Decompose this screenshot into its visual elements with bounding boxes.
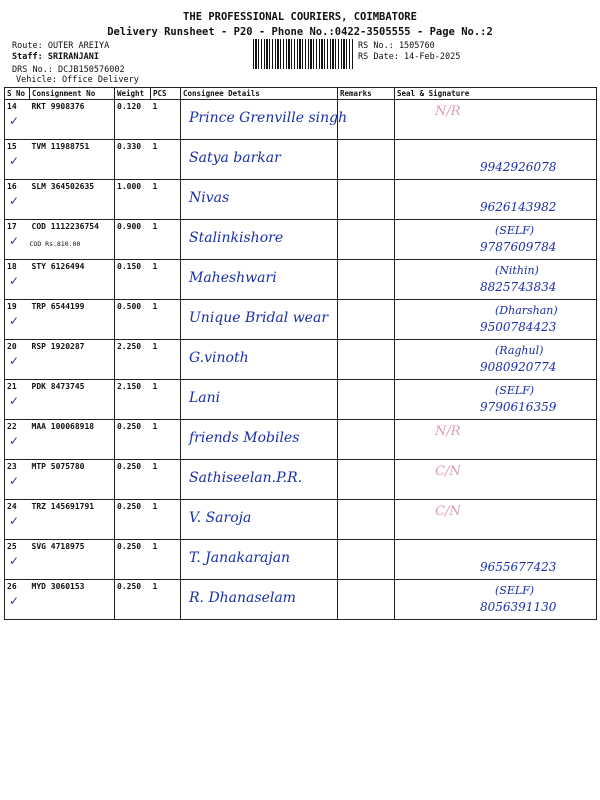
table-row — [5, 420, 597, 460]
consignment-cell-text: TRZ 145691791 — [31, 502, 95, 511]
weight-cell — [115, 500, 151, 540]
sno-cell-text: 18 — [7, 262, 17, 271]
weight-cell-text: 0.500 — [117, 302, 142, 311]
pcs-cell-text: 1 — [152, 542, 158, 551]
consignment-cell-text: MYD 3060153 — [31, 582, 85, 591]
table-row — [5, 500, 597, 540]
consignment-cell-text: TRP 6544199 — [31, 302, 85, 311]
seal-cell — [395, 100, 597, 140]
remarks-cell — [338, 300, 395, 340]
seal-cell — [395, 540, 597, 580]
consignment-cell-text: MTP 5075780 — [31, 462, 85, 471]
weight-cell-text: 0.250 — [117, 422, 142, 431]
weight-cell — [115, 140, 151, 180]
weight-cell-text: 0.900 — [117, 222, 142, 231]
remarks-cell — [338, 580, 395, 620]
consignment-cell — [30, 460, 115, 500]
tick-mark-icon: ✓ — [9, 194, 20, 208]
pcs-cell — [151, 420, 181, 460]
consignment-cell-text: SVG 4718975 — [31, 542, 85, 551]
seal-cell — [395, 300, 597, 340]
sno-cell-text: 21 — [7, 382, 17, 391]
sno-cell — [5, 420, 30, 460]
seal-note: N/R — [435, 104, 461, 119]
consignment-cell — [30, 300, 115, 340]
pcs-cell-text: 1 — [152, 382, 158, 391]
weight-cell-text: 2.250 — [117, 342, 142, 351]
remarks-cell — [338, 340, 395, 380]
remarks-cell — [338, 220, 395, 260]
sno-cell — [5, 540, 30, 580]
staff-label: Staff: SRIRANJANI — [12, 52, 99, 62]
sno-cell-text: 16 — [7, 182, 17, 191]
tick-mark-icon: ✓ — [9, 394, 20, 408]
consignee-handwriting: V. Saroja — [189, 510, 252, 526]
sno-cell — [5, 180, 30, 220]
weight-cell-text: 2.150 — [117, 382, 142, 391]
consignment-cell-text: PDK 8473745 — [31, 382, 85, 391]
consignee-handwriting: Stalinkishore — [189, 230, 284, 246]
pcs-cell-text: 1 — [152, 302, 158, 311]
seal-cell — [395, 380, 597, 420]
rs-date: RS Date: 14-Feb-2025 — [358, 52, 461, 62]
table-row — [5, 140, 597, 180]
consignment-cell-text: RKT 9908376 — [31, 102, 85, 111]
sno-cell — [5, 500, 30, 540]
barcode — [253, 39, 353, 69]
consignment-cell — [30, 500, 115, 540]
sno-cell-text: 26 — [7, 582, 17, 591]
table-row — [5, 300, 597, 340]
receiver-phone: 9080920774 — [480, 360, 557, 374]
consignee-handwriting: Lani — [189, 390, 221, 406]
consignee-cell — [181, 140, 338, 180]
weight-cell — [115, 340, 151, 380]
weight-cell — [115, 580, 151, 620]
consignment-cell-text: COD 1112236754 — [31, 222, 99, 231]
col-header-sno: S No — [5, 88, 30, 100]
receiver-phone: 8056391130 — [480, 600, 557, 614]
remarks-cell — [338, 500, 395, 540]
table-row — [5, 220, 597, 260]
pcs-cell — [151, 540, 181, 580]
sno-cell — [5, 580, 30, 620]
consignment-cell — [30, 380, 115, 420]
consignee-cell — [181, 340, 338, 380]
consignment-cell — [30, 540, 115, 580]
consignee-cell — [181, 580, 338, 620]
consignee-cell — [181, 260, 338, 300]
table-row — [5, 460, 597, 500]
tick-mark-icon: ✓ — [9, 234, 20, 248]
sno-cell-text: 23 — [7, 462, 17, 471]
seal-cell — [395, 220, 597, 260]
consignment-cell-text: SLM 364502635 — [31, 182, 95, 191]
weight-cell — [115, 380, 151, 420]
seal-note: (Dharshan) — [495, 304, 558, 317]
tick-mark-icon: ✓ — [9, 434, 20, 448]
seal-cell — [395, 180, 597, 220]
col-header-seal: Seal & Signature — [395, 88, 597, 100]
tick-mark-icon: ✓ — [9, 514, 20, 528]
weight-cell — [115, 300, 151, 340]
consignee-cell — [181, 460, 338, 500]
col-header-remarks: Remarks — [338, 88, 395, 100]
remarks-cell — [338, 180, 395, 220]
pcs-cell-text: 1 — [152, 582, 158, 591]
consignee-cell — [181, 540, 338, 580]
pcs-cell-text: 1 — [152, 182, 158, 191]
sno-cell — [5, 140, 30, 180]
consignment-cell — [30, 340, 115, 380]
consignment-cell — [30, 220, 115, 260]
pcs-cell-text: 1 — [152, 462, 158, 471]
remarks-cell — [338, 420, 395, 460]
seal-cell — [395, 260, 597, 300]
pcs-cell — [151, 260, 181, 300]
pcs-cell — [151, 100, 181, 140]
sno-cell-text: 15 — [7, 142, 17, 151]
consignee-cell — [181, 500, 338, 540]
pcs-cell-text: 1 — [152, 342, 158, 351]
table-row — [5, 100, 597, 140]
consignment-cell-text: MAA 100068918 — [31, 422, 95, 431]
sno-cell — [5, 220, 30, 260]
weight-cell-text: 0.250 — [117, 462, 142, 471]
runsheet-table — [4, 87, 597, 620]
consignment-cell-text: STY 6126494 — [31, 262, 85, 271]
seal-note: (SELF) — [495, 584, 535, 597]
consignment-cell — [30, 260, 115, 300]
col-header-pcs: PCS — [151, 88, 181, 100]
seal-note: N/R — [435, 424, 461, 439]
company-title: THE PROFESSIONAL COURIERS, COIMBATORE — [183, 11, 417, 23]
pcs-cell-text: 1 — [152, 262, 158, 271]
remarks-cell — [338, 260, 395, 300]
weight-cell-text: 0.250 — [117, 502, 142, 511]
receiver-phone: 9655677423 — [480, 560, 557, 574]
consignee-handwriting: R. Dhanaselam — [189, 590, 296, 606]
pcs-cell — [151, 380, 181, 420]
remarks-cell — [338, 380, 395, 420]
consignee-handwriting: Prince Grenville singh — [189, 110, 348, 126]
sno-cell — [5, 260, 30, 300]
consignment-cell — [30, 180, 115, 220]
seal-note: (SELF) — [495, 224, 535, 237]
weight-cell — [115, 220, 151, 260]
weight-cell-text: 0.250 — [117, 542, 142, 551]
seal-note: (SELF) — [495, 384, 535, 397]
consignee-handwriting: Maheshwari — [189, 270, 277, 286]
seal-note: C/N — [435, 504, 461, 519]
table-row — [5, 580, 597, 620]
table-row — [5, 340, 597, 380]
seal-cell — [395, 460, 597, 500]
table-row — [5, 380, 597, 420]
consignment-cell-text: RSP 1920287 — [31, 342, 85, 351]
weight-cell-text: 1.000 — [117, 182, 142, 191]
weight-cell — [115, 460, 151, 500]
consignee-handwriting: Sathiseelan.P.R. — [189, 470, 303, 486]
consignee-cell — [181, 300, 338, 340]
col-header-consignee: Consignee Details — [181, 88, 338, 100]
receiver-phone: 9787609784 — [480, 240, 557, 254]
table-header-row — [5, 88, 597, 100]
consignee-handwriting: T. Janakarajan — [189, 550, 291, 566]
consignee-handwriting: Nivas — [189, 190, 230, 206]
sno-cell-text: 24 — [7, 502, 17, 511]
consignee-cell — [181, 420, 338, 460]
weight-cell-text: 0.330 — [117, 142, 142, 151]
consignee-cell — [181, 220, 338, 260]
remarks-cell — [338, 140, 395, 180]
weight-cell-text: 0.150 — [117, 262, 142, 271]
tick-mark-icon: ✓ — [9, 154, 20, 168]
sno-cell-text: 25 — [7, 542, 17, 551]
tick-mark-icon: ✓ — [9, 594, 20, 608]
tick-mark-icon: ✓ — [9, 354, 20, 368]
pcs-cell-text: 1 — [152, 422, 158, 431]
tick-mark-icon: ✓ — [9, 114, 20, 128]
seal-cell — [395, 140, 597, 180]
table-row — [5, 180, 597, 220]
sno-cell — [5, 100, 30, 140]
pcs-cell — [151, 500, 181, 540]
pcs-cell-text: 1 — [152, 102, 158, 111]
pcs-cell — [151, 140, 181, 180]
table-row — [5, 260, 597, 300]
consignment-cell — [30, 140, 115, 180]
consignment-cell — [30, 420, 115, 460]
consignment-cell-text: TVM 11988751 — [31, 142, 90, 151]
pcs-cell — [151, 300, 181, 340]
pcs-cell — [151, 180, 181, 220]
pcs-cell-text: 1 — [152, 142, 158, 151]
remarks-cell — [338, 540, 395, 580]
receiver-phone: 9790616359 — [480, 400, 557, 414]
weight-cell — [115, 540, 151, 580]
table-row — [5, 540, 597, 580]
sno-cell-text: 14 — [7, 102, 17, 111]
seal-cell — [395, 340, 597, 380]
tick-mark-icon: ✓ — [9, 314, 20, 328]
drs-label: DRS No.: DCJB150576002 — [12, 65, 125, 75]
remarks-cell — [338, 460, 395, 500]
consignment-cell — [30, 580, 115, 620]
seal-note: (Nithin) — [495, 264, 539, 277]
pcs-cell — [151, 580, 181, 620]
sno-cell-text: 22 — [7, 422, 17, 431]
tick-mark-icon: ✓ — [9, 474, 20, 488]
receiver-phone: 9942926078 — [480, 160, 557, 174]
consignee-handwriting: Satya barkar — [189, 150, 281, 166]
sno-cell-text: 20 — [7, 342, 17, 351]
consignee-cell — [181, 380, 338, 420]
weight-cell-text: 0.120 — [117, 102, 142, 111]
seal-note: (Raghul) — [495, 344, 544, 357]
weight-cell — [115, 260, 151, 300]
weight-cell — [115, 100, 151, 140]
pcs-cell-text: 1 — [152, 502, 158, 511]
sno-cell — [5, 460, 30, 500]
vehicle-label: Vehicle: Office Delivery — [16, 75, 139, 85]
cod-amount: COD Rs.810.00 — [29, 240, 81, 248]
runsheet-subtitle: Delivery Runsheet - P20 - Phone No.:0422-3505555 - Page No.:2 — [107, 26, 493, 38]
sno-cell — [5, 300, 30, 340]
sno-cell-text: 19 — [7, 302, 17, 311]
pcs-cell-text: 1 — [152, 222, 158, 231]
col-header-consignment: Consignment No — [30, 88, 115, 100]
pcs-cell — [151, 340, 181, 380]
sno-cell — [5, 380, 30, 420]
consignee-handwriting: Unique Bridal wear — [189, 310, 329, 326]
col-header-weight: Weight — [115, 88, 151, 100]
tick-mark-icon: ✓ — [9, 554, 20, 568]
consignee-cell — [181, 180, 338, 220]
receiver-phone: 8825743834 — [480, 280, 557, 294]
seal-cell — [395, 500, 597, 540]
sno-cell — [5, 340, 30, 380]
tick-mark-icon: ✓ — [9, 274, 20, 288]
rs-number: RS No.: 1505760 — [358, 41, 435, 51]
receiver-phone: 9500784423 — [480, 320, 557, 334]
consignment-cell — [30, 100, 115, 140]
consignee-handwriting: friends Mobiles — [189, 430, 300, 446]
route-label: Route: OUTER AREIYA — [12, 41, 110, 51]
seal-note: C/N — [435, 464, 461, 479]
receiver-phone: 9626143982 — [480, 200, 557, 214]
remarks-cell — [338, 100, 395, 140]
consignee-cell — [181, 100, 348, 140]
seal-cell — [395, 580, 597, 620]
weight-cell — [115, 420, 151, 460]
sno-cell-text: 17 — [7, 222, 17, 231]
weight-cell — [115, 180, 151, 220]
consignee-handwriting: G.vinoth — [189, 350, 249, 366]
pcs-cell — [151, 460, 181, 500]
weight-cell-text: 0.250 — [117, 582, 142, 591]
seal-cell — [395, 420, 597, 460]
pcs-cell — [151, 220, 181, 260]
